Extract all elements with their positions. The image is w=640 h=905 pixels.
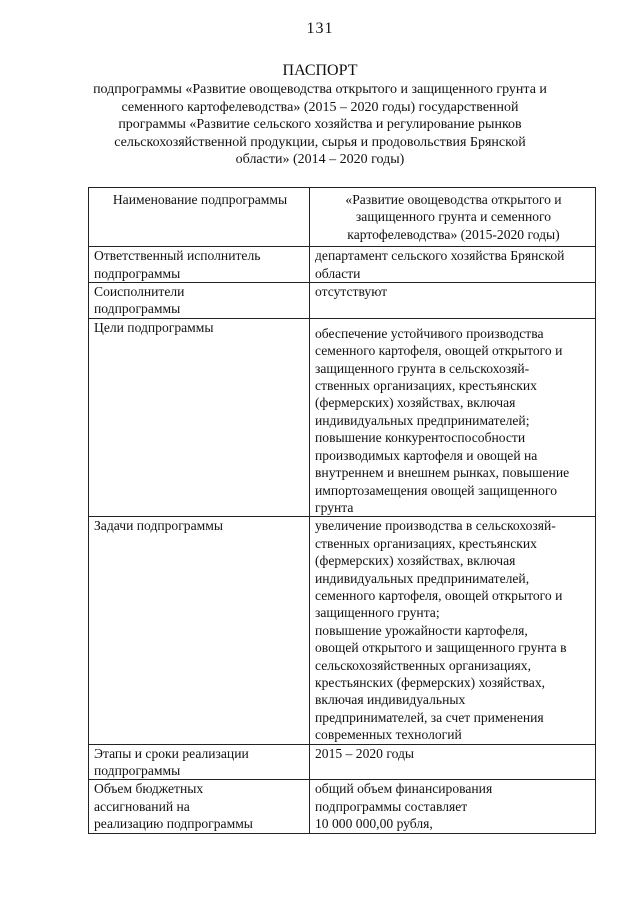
table-row — [89, 318, 596, 516]
row-value-line: отсутствуют — [315, 284, 388, 300]
row-label-line: подпрограммы — [94, 763, 181, 778]
row-value-cell — [310, 780, 596, 833]
row-value-line: ственных организациях, крестьянских — [315, 535, 537, 551]
row-value-line: 10 000 000,00 рубля, — [315, 816, 433, 832]
row-value-line: обеспечение устойчивого производства — [315, 325, 544, 341]
row-label-line: Цели подпрограммы — [94, 319, 214, 335]
row-value-cell — [310, 744, 596, 780]
row-value-cell — [310, 247, 596, 283]
table-row — [89, 744, 596, 780]
document-subtitle — [80, 81, 560, 169]
row-value-line: (фермерских) хозяйствах, включая — [315, 553, 516, 569]
row-value-line: (фермерских) хозяйствах, включая — [315, 395, 516, 411]
row-value-line: внутреннем и внешнем рынках, повышение — [315, 465, 570, 481]
passport-table — [88, 187, 596, 834]
row-value-line: индивидуальных предпринимателей; — [315, 412, 530, 428]
row-label-cell — [89, 517, 310, 744]
row-value-line: производимых картофеля и овощей на — [315, 447, 538, 463]
row-value-line: овощей открытого и защищенного грунта в — [315, 640, 567, 656]
row-value-line: области — [315, 265, 361, 281]
header-value-line: картофелеводства» (2015-2020 годы) — [347, 226, 560, 242]
row-label-line: Объем бюджетных — [94, 781, 204, 797]
row-value-line: включая индивидуальных — [315, 692, 466, 708]
row-label-cell — [89, 744, 310, 780]
row-label-line: Этапы и сроки реализации — [94, 745, 249, 761]
header-value-cell — [310, 188, 596, 247]
header-label: Наименование подпрограммы — [112, 192, 288, 207]
row-label-line: ассигнований на — [94, 798, 190, 814]
row-label-cell — [89, 780, 310, 833]
table-row — [89, 283, 596, 319]
row-label-line: реализацию подпрограммы — [94, 816, 253, 832]
row-value-line: крестьянских (фермерских) хозяйствах, — [315, 674, 546, 690]
header-label-cell — [89, 188, 310, 247]
row-value-cell — [310, 517, 596, 744]
page-number: 131 — [306, 20, 334, 37]
row-value-cell — [310, 283, 596, 319]
table-header-row — [89, 188, 596, 247]
subtitle-line: области» (2014 – 2020 годы) — [235, 152, 405, 167]
row-label-line: подпрограммы — [94, 301, 181, 317]
row-value-line: повышение урожайности картофеля, — [315, 622, 528, 638]
row-value-line: подпрограммы составляет — [315, 798, 468, 814]
header-value-line: защищенного грунта и семенного — [355, 209, 552, 225]
table-row — [89, 517, 596, 744]
row-value-line: 2015 – 2020 годы — [315, 745, 415, 761]
row-value-line: современных технологий — [315, 727, 462, 743]
row-label-line: Ответственный исполнитель — [94, 248, 261, 264]
row-label-cell — [89, 283, 310, 319]
row-value-line: сельскохозяйственных организациях, — [315, 657, 531, 673]
row-label-line: Соисполнители — [94, 284, 185, 300]
row-value-line: индивидуальных предпринимателей, — [315, 570, 530, 586]
row-value-line: семенного картофеля, овощей открытого и — [315, 587, 563, 603]
row-value-line: семенного картофеля, овощей открытого и — [315, 343, 563, 359]
row-value-line: общий объем финансирования — [315, 781, 493, 797]
row-value-line: грунта — [315, 499, 354, 515]
row-value-line: импортозамещения овощей защищенного — [315, 482, 557, 498]
row-label-cell — [89, 318, 310, 516]
row-value-line: предпринимателей, за счет применения — [315, 709, 544, 725]
row-label-line: Задачи подпрограммы — [94, 518, 223, 534]
document-title: ПАСПОРТ — [282, 62, 358, 79]
row-value-line: защищенного грунта; — [315, 605, 440, 621]
row-label-line: подпрограммы — [94, 265, 181, 281]
subtitle-line: семенного картофелеводства» (2015 – 2020 годы) государственной — [121, 99, 519, 115]
row-label-cell — [89, 247, 310, 283]
row-value-cell — [310, 318, 596, 516]
table-row — [89, 247, 596, 283]
header-value-line: «Развитие овощеводства открытого и — [345, 192, 562, 207]
row-value-line: департамент сельского хозяйства Брянской — [315, 248, 565, 264]
row-value-line: защищенного грунта в сельскохозяй- — [315, 360, 530, 376]
row-value-line: ственных организациях, крестьянских — [315, 378, 537, 394]
subtitle-line: программы «Развитие сельского хозяйства и регулирование рынков — [118, 117, 522, 132]
row-value-line: повышение конкурентоспособности — [315, 430, 526, 446]
subtitle-line: сельскохозяйственной продукции, сырья и продовольствия Брянской — [114, 134, 526, 150]
row-value-line: увеличение производства в сельскохозяй- — [315, 518, 556, 534]
subtitle-line: подпрограммы «Развитие овощеводства открытого и защищенного грунта и — [93, 82, 547, 97]
table-row — [89, 780, 596, 833]
